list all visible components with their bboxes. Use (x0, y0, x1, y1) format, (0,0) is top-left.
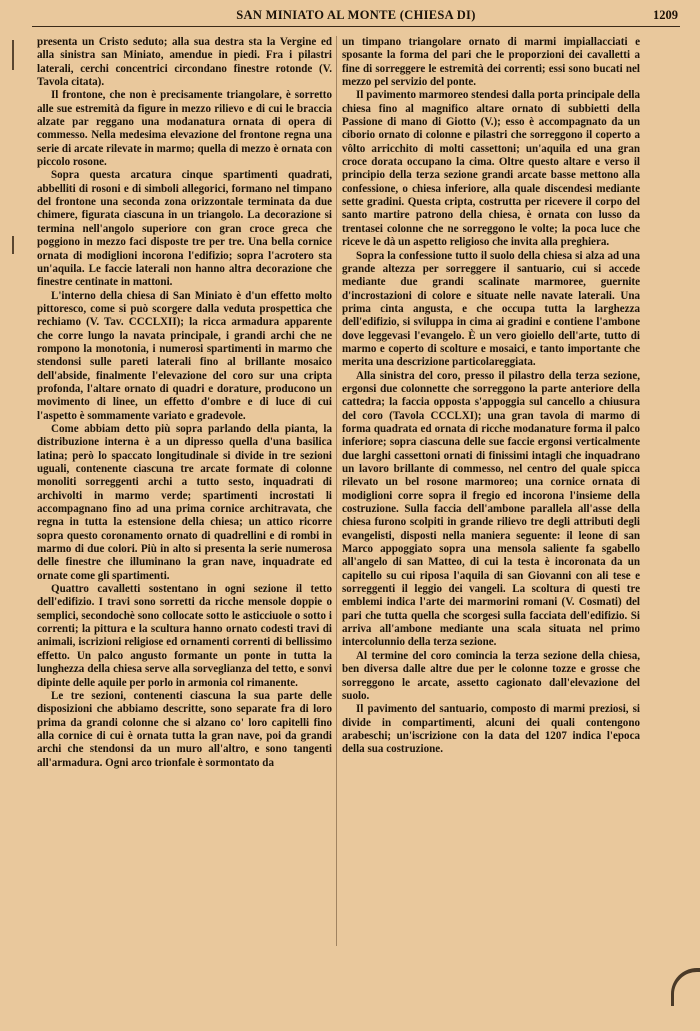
paragraph: Come abbiam detto più sopra parlando della pianta, la distribuzione interna è a un dipresso quella d'una basilica latina; però lo spaccato longitudinale si divide in tre sezioni uguali, contenente ciascuna tre arcate formate di colonne monoliti sorreggenti archi a tutto sesto, inquadrati di archivolti in marmo verde; spartimenti incrostati li accompagnano fino ad una prima cornice architravata, che regna in tutta la estensione della chiesa; un attico ricorre sopra questo coronamento ornato di quadrellini e di rombi in marmo di due colori. Più in alto si presenta la serie numerosa delle finestre che illuminano la gran nave, inquadrate ed ornate come gli spartimenti. (37, 422, 332, 582)
paragraph: L'interno della chiesa di San Miniato è d'un effetto molto pittoresco, come si può scorgere dalla veduta prospettica che rechiamo (V. Tav. CCCLXII); la ricca armadura apparente che corre lungo la navata principale, i grandi archi che ne rompono la monotonia, i numerosi spartimenti in marmo che stendonsi sulle pareti laterali fino al brillante mosaico dell'abside, finalmente l'elevazione del coro sur una cripta profonda, l'altare ornato di quadri e dorature, producono un movimento di linee, un effetto d'ombre e di luce di cui l'aspetto è sommamente variato e gradevole. (37, 289, 332, 422)
column-divider (336, 36, 337, 946)
margin-mark (12, 40, 14, 70)
margin-mark (12, 236, 14, 254)
paragraph: Il frontone, che non è precisamente triangolare, è sorretto alle sue estremità da figure in mezzo rilievo e di cui le braccia alzate par reggano una modanatura ornata di opera di commesso. Nella medesima elevazione del frontone regna una serie di arcate rilevate in marmo; quella di mezzo è ornata con piccolo rosone. (37, 89, 332, 169)
paragraph: Il pavimento del santuario, composto di marmi preziosi, si divide in compartimenti, alcuni dei quali contengono arabeschi; un'iscrizione con la data del 1207 indica l'epoca della sua costruzione. (342, 703, 640, 756)
paragraph: Quattro cavalletti sostentano in ogni sezione il tetto dell'edifizio. I travi sono sorretti da ricche mensole doppie o semplici, secondochè sono collocate sotto le asticciuole o sotto i correnti; la pittura e la scultura hanno ornato codesti travi di animali, iscrizioni religiose ed ornamenti correnti di bellissimo effetto. Un palco angusto formante un ponte in tutta la lunghezza della chiesa serve alla sorveglianza del tetto, e sonvi dipinte delle aquile per porlo in armonia col rimanente. (37, 583, 332, 689)
paragraph: presenta un Cristo seduto; alla sua destra sta la Vergine ed alla sinistra san Miniato, amendue in piedi. Fra i pilastri laterali, cerchi concentrici circondano finestre rotonde (V. Tavola citata). (37, 36, 332, 89)
paragraph: un timpano triangolare ornato di marmi impiallacciati e sposante la forma del pari che le proporzioni dei cavalletti a fine di sorreggere le estremità dei correnti; essi sono bucati nel mezzo pel servizio del ponte. (342, 36, 640, 89)
paragraph: Al termine del coro comincia la terza sezione della chiesa, ben diversa dalle altre due per le colonne tozze e grosse che sorreggono le arcate, assetto cagionato dall'elevazione del suolo. (342, 649, 640, 702)
paragraph: Sopra questa arcatura cinque spartimenti quadrati, abbelliti di rosoni e di simboli allegorici, formano nel timpano del frontone una seconda zona orizzontale terminata da due chimere, figurata ciascuna in un triangolo. La decorazione si termina nell'angolo superiore con gran croce greca che poggiono in mezzo faci disposte tre per tre. Una bella cornice ornata di modiglioni incorona l'edifizio; sopra l'acrotero sta un'aquila. Le faccie laterali non hanno altra decorazione che finestre centinate in mattoni. (37, 169, 332, 289)
page-corner-curl (671, 968, 700, 1006)
left-column (37, 36, 332, 770)
paragraph: Le tre sezioni, contenenti ciascuna la sua parte delle disposizioni che abbiamo descritte, sono separate fra di loro prima da grandi colonne che si alzano co' loro capitelli fino alla cornice di cui è ornata tutta la gran nave, poi da grandi archi che stendonsi da un muro all'altro, e sono tangenti all'armadura. Ogni arco trionfale è sormontato da (37, 689, 332, 769)
paragraph: Il pavimento marmoreo stendesi dalla porta principale della chiesa fino al magnifico altare ornato di subbietti della Passione di mano di Giotto (V.); esso è accompagnato da un ciborio ornato di colonne e pilastri che sorreggono il coperto a vôlto arricchito di molti cassettoni; un'aquila ed una gran croce dorata occupano la cima. Oltre questo altare e verso il principio della terza sezione grandi arcate basse mettono alla confessione, o chiesa inferiore, alla quale discendesi mediante sette gradini. Questa cripta, costrutta per ricevere il corpo del santo martire patrono della chiesa, è ornata con lusso da trentasei colonne che ne sorreggono le volte; la poca luce che riceve le dà un aspetto religioso che invita alla preghiera. (342, 89, 640, 249)
paragraph: Sopra la confessione tutto il suolo della chiesa si alza ad una grande altezza per sorreggere il santuario, cui si accede mediante due grandi scalinate marmoree, guernite d'incrostazioni di colore e situate nelle navate laterali. Una prima cinta angusta, e che occupa tutta la larghezza dell'edifizio, si sviluppa in cima ai gradini e contiene l'ambone dove leggevasi l'evangelo. È un vero gioiello dell'arte, tutto di marmo e coperto di scolture e mosaici, e tanto importante che merita una descrizione particolareggiata. (342, 249, 640, 369)
running-title: SAN MINIATO AL MONTE (CHIESA DI) (236, 8, 476, 22)
right-column (342, 36, 640, 757)
page-number: 1209 (653, 8, 678, 22)
paragraph: Alla sinistra del coro, presso il pilastro della terza sezione, ergonsi due colonnette che sorreggono la parte anteriore della cattedra; la faccia opposta s'appoggia sul cancello a chiusura del coro (Tavola CCCLXI); una gran tavola di marmo di forma quadrata ed ornata di ricche modanature forma il palco inferiore; sopra ciascuna delle sue faccie ergonsi verticalmente due larghi cassettoni ornati di finissimi intagli che inquadrano un lavoro brillante di commesso, nel centro del quale spicca rilevato un bel rosone marmoreo; una cornice ornata di modiglioni corre sopra il fregio ed incorona l'insieme della costruzione. Sulla faccia dell'ambone parallela all'asse della chiesa furono scolpiti in grande rilievo tre degli attributi degli evangelisti, disposti nella maniera seguente: il leone di san Marco appoggiato sopra una mensola saliente fa sgabello all'angelo di san Matteo, di cui la testa è incoronata da un capitello su cui riposa l'aquila di san Giovanni con ali tese e sorreggenti il leggio dei vangeli. La scoltura di questi tre emblemi indica l'arte dei marmorini romani (V. Cosmati) del pari che tutta quella che scorgesi sulla facciata dell'edifizio. Si arriva all'ambone mediante una scala situata nel primo intercolunnio della terza sezione. (342, 369, 640, 649)
page-header (32, 8, 680, 27)
